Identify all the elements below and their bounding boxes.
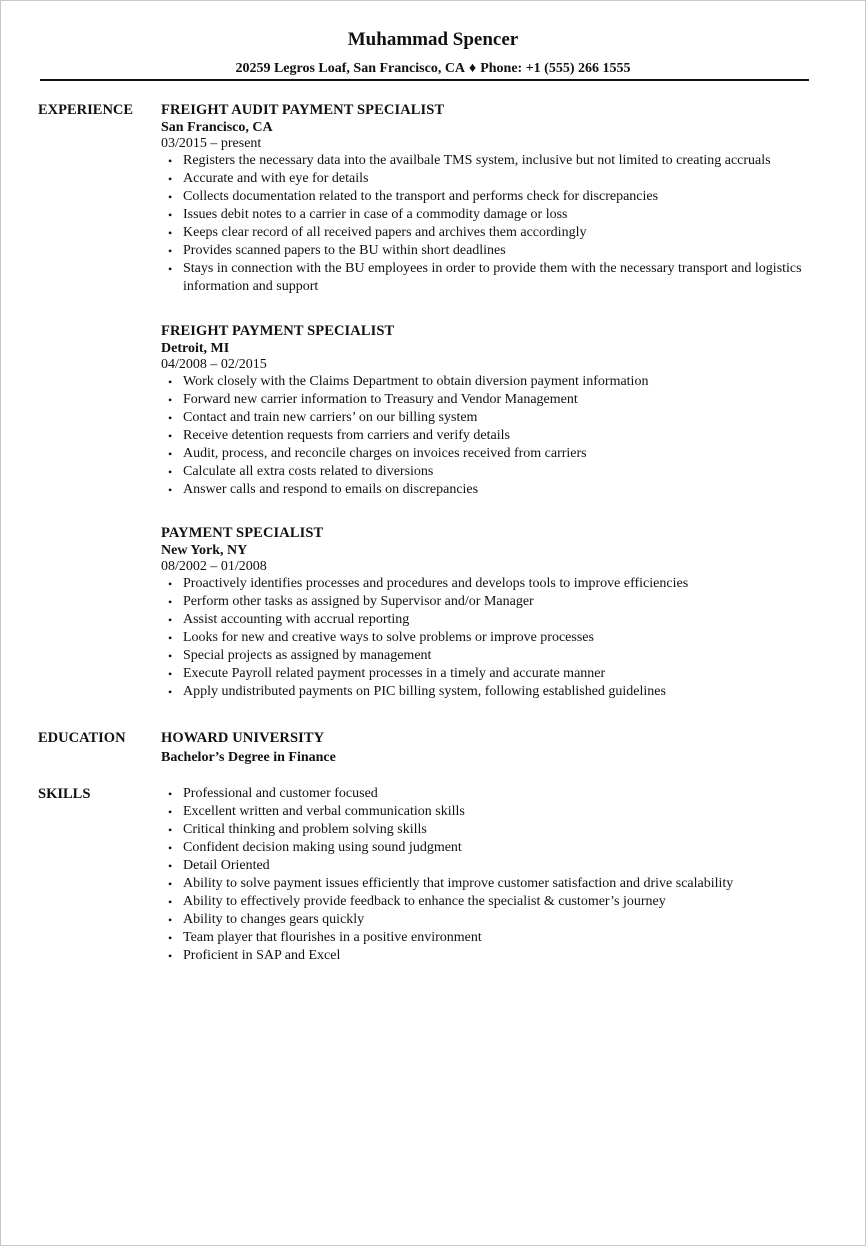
bullet-item: • Answer calls and respond to emails on discrepancies: [161, 481, 821, 499]
section-label-skills: SKILLS: [38, 786, 91, 802]
bullet-item: • Accurate and with eye for details: [161, 170, 821, 188]
bullet-item: • Issues debit notes to a carrier in case of a commodity damage or loss: [161, 206, 821, 224]
job-entry: [161, 524, 821, 701]
job-bullets: [161, 575, 821, 701]
resume-header: [0, 28, 866, 78]
contact-line: [0, 60, 866, 78]
skill-item: • Excellent written and verbal communication skills: [161, 803, 821, 821]
job-location: Detroit, MI: [161, 341, 230, 356]
bullet-item: • Work closely with the Claims Department to obtain diversion payment information: [161, 373, 821, 391]
bullet-item: • Assist accounting with accrual reporting: [161, 611, 821, 629]
skill-item: • Detail Oriented: [161, 857, 821, 875]
header-divider: [40, 79, 809, 81]
address: 20259 Legros Loaf, San Francisco, CA: [235, 61, 466, 76]
skill-item: • Proficient in SAP and Excel: [161, 947, 821, 965]
bullet-item: • Forward new carrier information to Treasury and Vendor Management: [161, 391, 821, 409]
bullet-item: • Receive detention requests from carriers and verify details: [161, 427, 821, 445]
skill-item: • Ability to changes gears quickly: [161, 911, 821, 929]
job-location: San Francisco, CA: [161, 120, 273, 135]
job-location: New York, NY: [161, 543, 248, 558]
skill-item: • Ability to effectively provide feedback to enhance the specialist & customer’s journey: [161, 893, 821, 911]
bullet-item: • Apply undistributed payments on PIC billing system, following established guidelines: [161, 683, 821, 701]
job-dates: 04/2008 – 02/2015: [161, 357, 267, 372]
job-title: FREIGHT AUDIT PAYMENT SPECIALIST: [161, 102, 445, 118]
candidate-name: Muhammad Spencer: [347, 29, 519, 50]
bullet-item: • Contact and train new carriers’ on our billing system: [161, 409, 821, 427]
bullet-item: • Proactively identifies processes and procedures and develops tools to improve efficiencies: [161, 575, 821, 593]
skill-item: • Critical thinking and problem solving skills: [161, 821, 821, 839]
job-dates: 08/2002 – 01/2008: [161, 559, 267, 574]
job-entry: [161, 101, 821, 296]
bullet-item: • Registers the necessary data into the availbale TMS system, inclusive but not limited to creating accruals: [161, 152, 821, 170]
bullet-item: • Perform other tasks as assigned by Supervisor and/or Manager: [161, 593, 821, 611]
job-title: PAYMENT SPECIALIST: [161, 525, 324, 541]
bullet-item: • Audit, process, and reconcile charges on invoices received from carriers: [161, 445, 821, 463]
job-title: FREIGHT PAYMENT SPECIALIST: [161, 323, 395, 339]
job-dates: 03/2015 – present: [161, 136, 262, 151]
job-entry: [161, 322, 821, 499]
section-label-experience: EXPERIENCE: [38, 102, 134, 118]
diamond-separator-icon: ♦: [469, 61, 477, 76]
skill-item: • Team player that flourishes in a positive environment: [161, 929, 821, 947]
skills-list: [161, 785, 821, 965]
phone: Phone: +1 (555) 266 1555: [480, 61, 631, 76]
bullet-item: • Calculate all extra costs related to diversions: [161, 463, 821, 481]
bullet-item: • Special projects as assigned by management: [161, 647, 821, 665]
skill-item: • Confident decision making using sound judgment: [161, 839, 821, 857]
bullet-item: • Stays in connection with the BU employees in order to provide them with the necessary transport and logistics information and support: [161, 260, 821, 296]
job-bullets: [161, 373, 821, 499]
job-bullets: [161, 152, 821, 296]
bullet-item: • Execute Payroll related payment processes in a timely and accurate manner: [161, 665, 821, 683]
education-column: [161, 729, 821, 766]
skill-item: • Ability to solve payment issues efficiently that improve customer satisfaction and drive scalability: [161, 875, 821, 893]
skill-item: • Professional and customer focused: [161, 785, 821, 803]
section-label-education: EDUCATION: [38, 730, 126, 746]
bullet-item: • Keeps clear record of all received papers and archives them accordingly: [161, 224, 821, 242]
skills-column: [161, 785, 821, 965]
bullet-item: • Provides scanned papers to the BU within short deadlines: [161, 242, 821, 260]
school-name: HOWARD UNIVERSITY: [161, 730, 325, 746]
bullet-item: • Looks for new and creative ways to solve problems or improve processes: [161, 629, 821, 647]
bullet-item: • Collects documentation related to the transport and performs check for discrepancies: [161, 188, 821, 206]
degree: Bachelor’s Degree in Finance: [161, 750, 336, 765]
